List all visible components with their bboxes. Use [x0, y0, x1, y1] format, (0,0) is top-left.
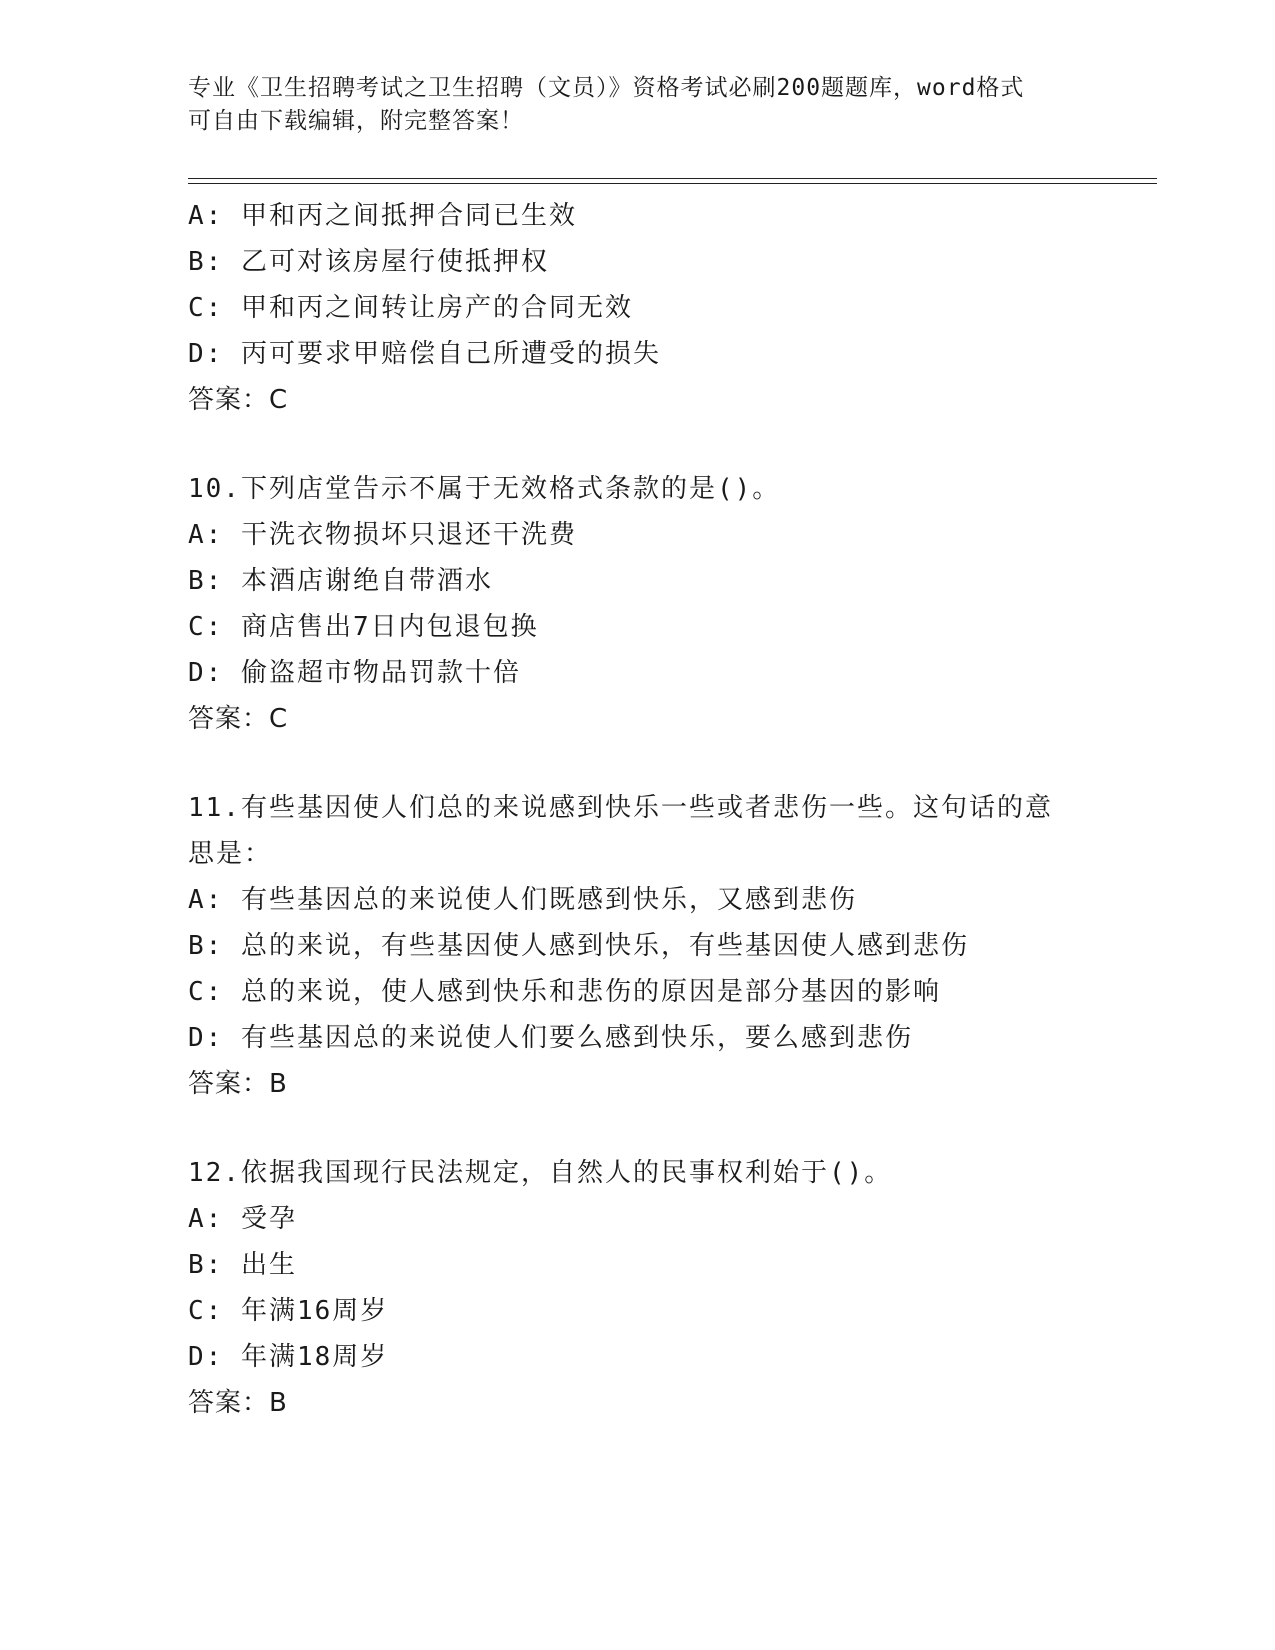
- header-divider-bottom: [188, 183, 1157, 184]
- option-a: A: 干洗衣物损坏只退还干洗费: [188, 520, 577, 550]
- header-line-1: 专业《卫生招聘考试之卫生招聘（文员）》资格考试必刷200题题库，word格式: [188, 75, 1025, 101]
- question-11: [188, 785, 1088, 1107]
- header-line-2: 可自由下载编辑，附完整答案！: [188, 108, 524, 134]
- option-a: A: 有些基因总的来说使人们既感到快乐，又感到悲伤: [188, 885, 857, 915]
- option-d: D: 偷盗超市物品罚款十倍: [188, 658, 521, 688]
- option-b: B: 乙可对该房屋行使抵押权: [188, 247, 549, 277]
- option-b: B: 本酒店谢绝自带酒水: [188, 566, 493, 596]
- question-stem: 11.有些基因使人们总的来说感到快乐一些或者悲伤一些。这句话的意: [188, 793, 1053, 823]
- option-d: D: 有些基因总的来说使人们要么感到快乐，要么感到悲伤: [188, 1023, 913, 1053]
- answer-line: 答案：C: [188, 704, 289, 734]
- question-spacer: [188, 742, 1088, 785]
- question-12: [188, 1150, 1088, 1426]
- answer-line: 答案：B: [188, 1388, 288, 1418]
- option-d: D: 年满18周岁: [188, 1342, 389, 1372]
- option-c: C: 年满16周岁: [188, 1296, 389, 1326]
- document-header: [188, 72, 1088, 138]
- answer-line: 答案：B: [188, 1069, 288, 1099]
- option-c: C: 商店售出7日内包退包换: [188, 612, 539, 642]
- option-a: A: 受孕: [188, 1204, 297, 1234]
- option-c: C: 总的来说，使人感到快乐和悲伤的原因是部分基因的影响: [188, 977, 941, 1007]
- header-divider-top: [188, 178, 1157, 179]
- question-list: [188, 193, 1088, 1426]
- question-stem: 12.依据我国现行民法规定，自然人的民事权利始于()。: [188, 1158, 893, 1188]
- option-d: D: 丙可要求甲赔偿自己所遭受的损失: [188, 339, 661, 369]
- option-b: B: 总的来说，有些基因使人感到快乐，有些基因使人感到悲伤: [188, 931, 969, 961]
- question-spacer: [188, 1107, 1088, 1150]
- option-a: A: 甲和丙之间抵押合同已生效: [188, 201, 577, 231]
- option-c: C: 甲和丙之间转让房产的合同无效: [188, 293, 633, 323]
- question-stem: 10.下列店堂告示不属于无效格式条款的是()。: [188, 474, 781, 504]
- question-stem-continued: 思是：: [188, 839, 273, 869]
- option-b: B: 出生: [188, 1250, 297, 1280]
- question-10: [188, 466, 1088, 742]
- question-spacer: [188, 423, 1088, 466]
- question-continued: [188, 193, 1088, 423]
- answer-line: 答案：C: [188, 385, 289, 415]
